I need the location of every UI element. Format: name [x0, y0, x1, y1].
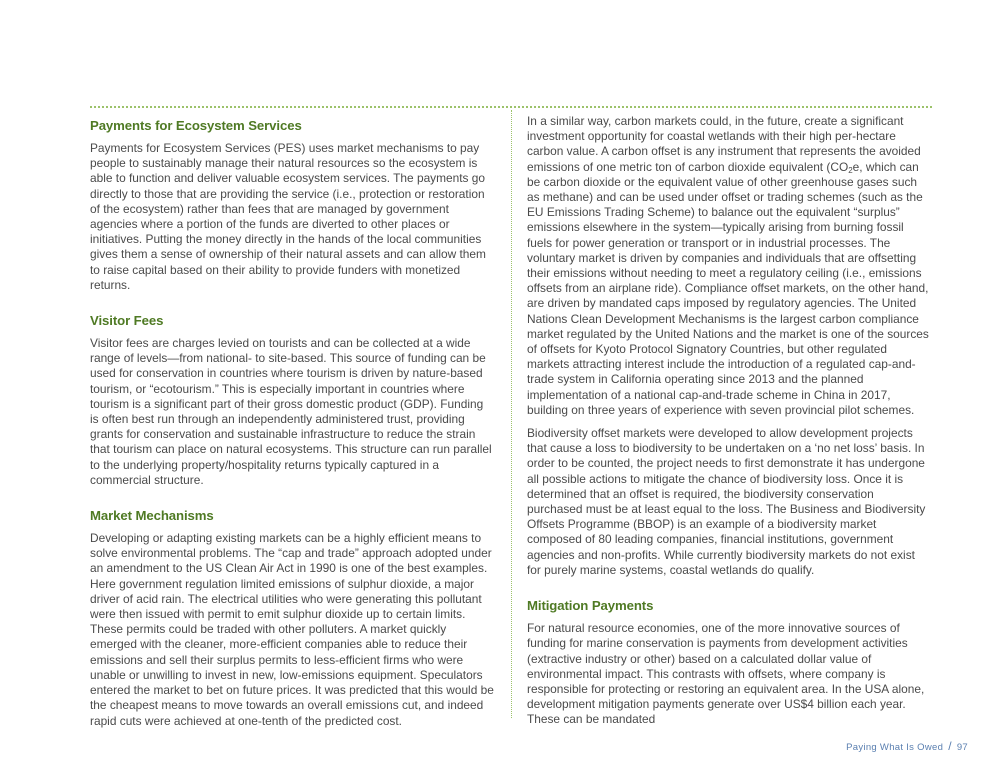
right-column: [527, 114, 932, 736]
paragraph-market-mechanisms: Developing or adapting existing markets can be a highly efficient means to solve environmental problems. The “cap and trade” approach adopted under an amendment to the US Clean Air Act in 1990 is one of the best examples. Here government regulation limited emissions of sulphur dioxide, a major driver of acid rain. The electrical utilities who were generating this pollutant were then issued with permit to emit sulphur dioxide up to certain limits. These permits could be traded with other polluters. A market quickly emerged with the cleaner, more-efficient companies able to reduce their emissions and sell their surplus permits to less-efficient firms who were unable or unwilling to invest in new, low-emissions equipment. Speculators entered the market to bet on future prices. It was predicted that this would be the cheapest means to move towards an overall emissions cut, and indeed rapid cuts were achieved at one-tenth of the predicted cost.: [90, 531, 494, 728]
running-title: Paying What Is Owed: [846, 742, 944, 753]
page-number: 97: [956, 742, 968, 753]
section-visitor-fees: [90, 313, 494, 488]
carbon-text-part1: In a similar way, carbon markets could, in the future, create a significant investment opportunity for coastal wetlands with their high per-hectare carbon value. A carbon offset is any instrument that represents the avoided emissions of one metric ton of carbon dioxide equivalent (CO: [527, 114, 921, 174]
heading-pes: Payments for Ecosystem Services: [90, 118, 302, 133]
heading-mitigation-payments: Mitigation Payments: [527, 598, 654, 614]
carbon-text-part2: e, which can be carbon dioxide or the equivalent value of other greenhouse gases such as methane) and can be used under offset or trading schemes (such as the EU Emissions Trading Scheme) to balance out the equivalent “surplus” emissions elsewhere in the system—typically arising from burning fossil fuels for power generation or transport or in industrial processes. The voluntary market is driven by companies and individuals that are offsetting their emissions without needing to meet a regulatory ceiling (i.e., emissions offsets from an airplane ride). Compliance offset markets, on the other hand, are driven by mandated caps imposed by regulatory agencies. The United Nations Clean Development Mechanisms is the largest carbon compliance market regulated by the United Nations and the market is one of the sources of offsets for Kyoto Protocol Signatory Countries, but other regulated markets attracting interest include the introduction of a regulated cap-and-trade system in California operating since 2013 and the planned implementation of a national cap-and-trade scheme in China in 2017, building on three years of experience with seven provincial pilot schemes.: [527, 159, 929, 417]
left-column: [90, 117, 494, 737]
paragraph-carbon-markets: [527, 114, 932, 418]
co2-subscript: 2: [848, 165, 853, 175]
paragraph-biodiversity-offsets: Biodiversity offset markets were developed to allow development projects that cause a loss to biodiversity to be undertaken on a ‘no net loss’ basis. In order to be counted, the project needs to first demonstrate it has undergone all possible actions to mitigate the chance of biodiversity loss. Once it is determined that an offset is required, the biodiversity conservation purchased must be at least equal to the loss. The Business and Biodiversity Offsets Programme (BBOP) is an example of a biodiversity market composed of 80 leading companies, financial institutions, government agencies and non-profits. While currently biodiversity markets do not exist for purely marine systems, coastal wetlands do qualify.: [527, 426, 926, 577]
paragraph-pes: Payments for Ecosystem Services (PES) uses market mechanisms to pay people to sustainably manage their natural resources so the ecosystem is able to function and deliver valuable ecosystem services. The payments go directly to those that are providing the service (i.e., protection or restoration of the ecosystem) rather than fees that are managed by government agencies where a portion of the funds are diverted to other places or initiatives. Putting the money directly in the hands of the local communities gives them a sense of ownership of their natural assets and can allow them to raise capital based on their ability to provide funders with monetized returns.: [90, 141, 486, 292]
column-divider: [511, 110, 512, 718]
top-dotted-rule: [90, 106, 932, 108]
section-market-mechanisms: [90, 508, 494, 729]
heading-market-mechanisms: Market Mechanisms: [90, 508, 214, 524]
section-pes: [90, 118, 494, 293]
heading-visitor-fees: Visitor Fees: [90, 313, 164, 329]
footer-separator: /: [948, 739, 952, 753]
paragraph-visitor-fees: Visitor fees are charges levied on tourists and can be collected at a wide range of levels—from national- to site-based. This source of funding can be used for conservation in countries where tourism is driven by nature-based tourism, or “ecotourism.” This is especially important in countries where tourism is a significant part of their gross domestic product (GDP). Funding is often best run through an independently administered trust, providing grants for conservation and sustainable infrastructure to reduce the strain that tourism can place on natural ecosystems. This structure can run parallel to the underlying property/hospitality returns typically captured in a commercial structure.: [90, 336, 492, 487]
section-mitigation-payments: [527, 598, 932, 727]
page-footer: [846, 739, 968, 753]
paragraph-mitigation-payments: For natural resource economies, one of the more innovative sources of funding for marine conservation is payments from development activities (extractive industry or other) based on a calculated dollar value of environmental impact. This contrasts with offsets, where company is responsible for protecting or restoring an equivalent area. In the USA alone, development mitigation payments generate over US$4 billion each year. These can be mandated: [527, 621, 925, 727]
